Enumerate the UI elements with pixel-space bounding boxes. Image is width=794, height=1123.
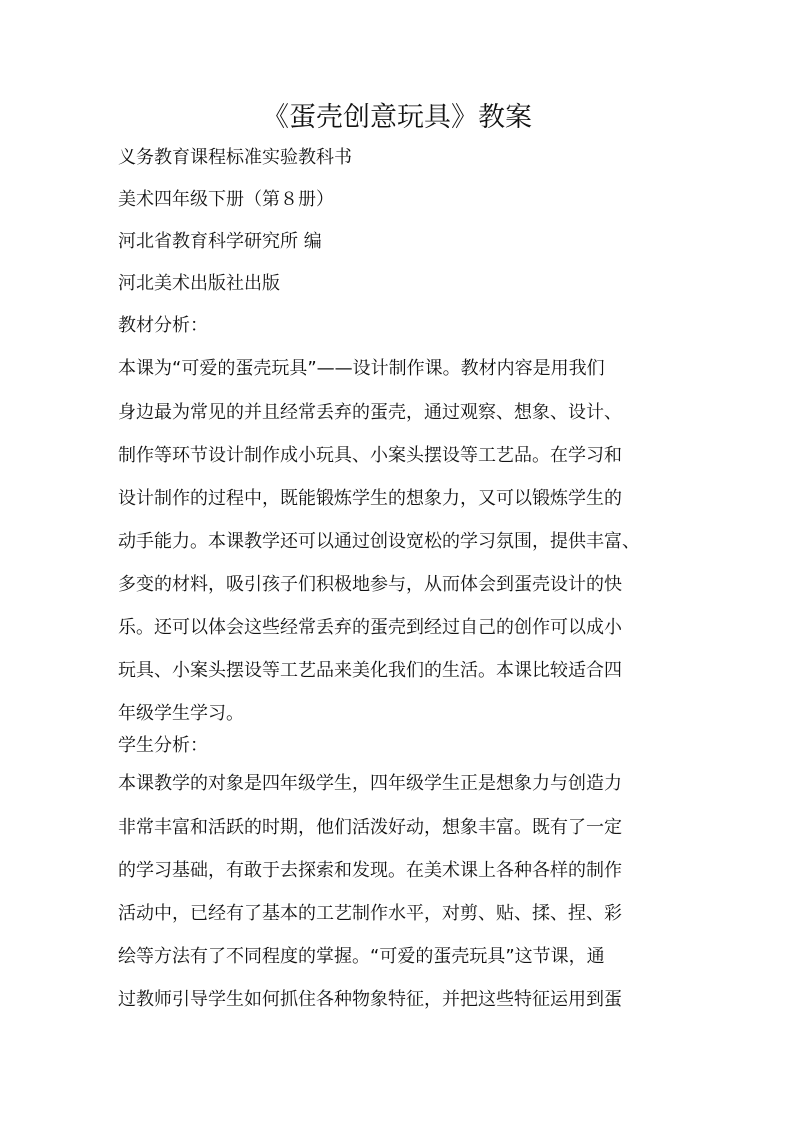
text-line: 河北省教育科学研究所 编 (118, 231, 322, 252)
text-line: 的学习基础，有敢于去探索和发现。在美术课上各种各样的制作 (118, 860, 622, 881)
text-line: 玩具、小案头摆设等工艺品来美化我们的生活。本课比较适合四 (118, 660, 622, 681)
text-line: 动手能力。本课教学还可以通过创设宽松的学习氛围，提供丰富、 (118, 531, 640, 552)
text-line: 年级学生学习。 (118, 703, 244, 724)
text-line: 本课教学的对象是四年级学生，四年级学生正是想象力与创造力 (118, 773, 622, 794)
text-line: 义务教育课程标准实验教科书 (118, 147, 352, 168)
text-line: 活动中，已经有了基本的工艺制作水平，对剪、贴、揉、捏、彩 (118, 903, 622, 924)
text-line: 设计制作的过程中，既能锻炼学生的想象力，又可以锻炼学生的 (118, 488, 622, 509)
text-line: 非常丰富和活跃的时期，他们活泼好动，想象丰富。既有了一定 (118, 817, 622, 838)
text-line: 本课为“可爱的蛋壳玩具”——设计制作课。教材内容是用我们 (118, 358, 605, 379)
text-line: 制作等环节设计制作成小玩具、小案头摆设等工艺品。在学习和 (118, 445, 622, 466)
section-heading: 学生分析： (118, 735, 208, 756)
text-line: 美术四年级下册（第８册） (118, 189, 334, 210)
text-line: 多变的材料，吸引孩子们积极地参与，从而体会到蛋壳设计的快 (118, 574, 622, 595)
text-line: 乐。还可以体会这些经常丢弃的蛋壳到经过自己的创作可以成小 (118, 617, 622, 638)
document-title: 《蛋壳创意玩具》教案 (262, 102, 532, 133)
text-line: 绘等方法有了不同程度的掌握。“可爱的蛋壳玩具”这节课，通 (118, 946, 605, 967)
text-line: 身边最为常见的并且经常丢弃的蛋壳，通过观察、想象、设计、 (118, 402, 622, 423)
text-line: 过教师引导学生如何抓住各种物象特征，并把这些特征运用到蛋 (118, 989, 622, 1010)
text-line: 河北美术出版社出版 (118, 273, 280, 294)
section-heading: 教材分析： (118, 315, 208, 336)
